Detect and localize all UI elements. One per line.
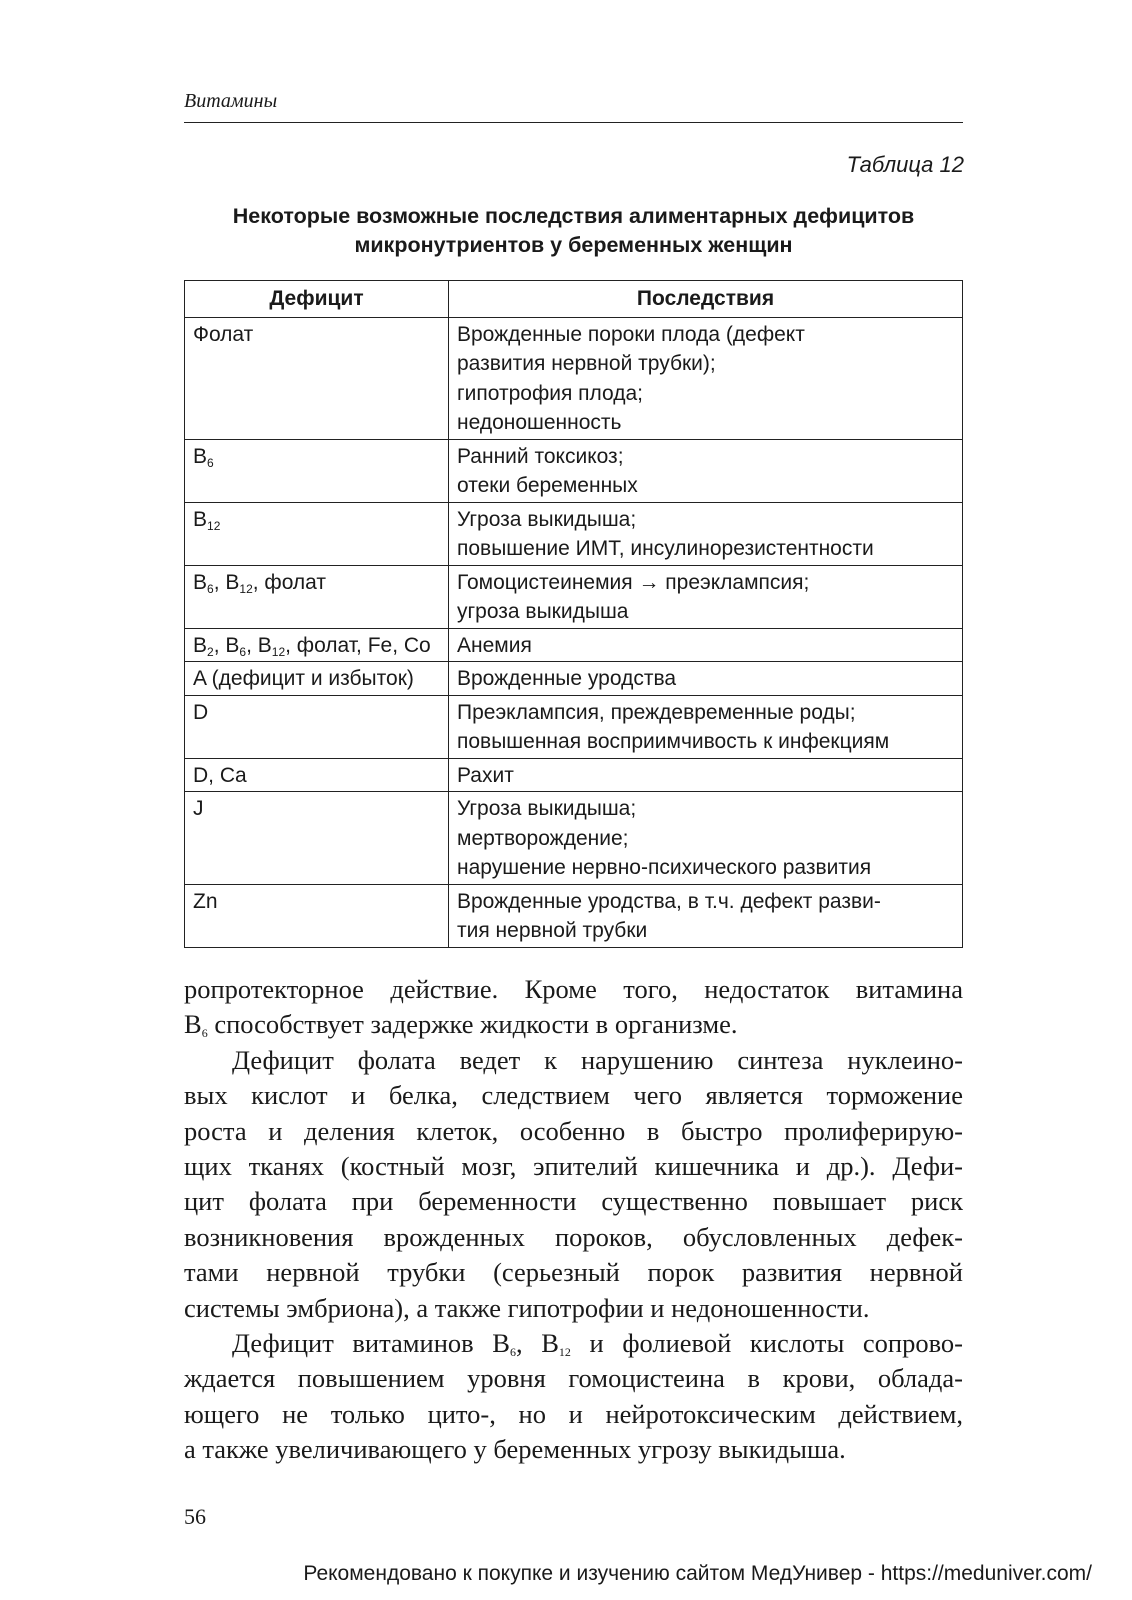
- effects-cell: [449, 662, 963, 696]
- effects-cell: [449, 884, 963, 947]
- deficit-cell: [185, 565, 449, 628]
- deficit-text: , B: [213, 570, 240, 594]
- table-row: [185, 884, 963, 947]
- table-row: [185, 502, 963, 565]
- deficit-text: B: [193, 633, 208, 657]
- effect-line: гипотрофия плода;: [457, 381, 644, 405]
- table-number: Таблица 12: [846, 152, 964, 177]
- effect-line: мертворождение;: [457, 826, 629, 850]
- deficit-subscript: 6: [207, 581, 214, 596]
- deficit-text: A (дефицит и избыток): [193, 667, 414, 690]
- effect-line: Анемия: [457, 633, 532, 657]
- deficit-text: Zn: [193, 889, 218, 913]
- table-row: [185, 695, 963, 758]
- deficit-text: , фолат, Fe, Co: [285, 633, 431, 657]
- body-line: а также увеличивающего у беременных угрозу выкидыша.: [184, 1434, 846, 1465]
- body-line: возникновения врожденных пороков, обусловленных дефек-: [184, 1221, 963, 1252]
- effect-line: Преэклампсия, преждевременные роды;: [457, 700, 856, 724]
- body-subscript: 6: [509, 1345, 516, 1360]
- deficit-cell: [185, 502, 449, 565]
- effect-line: нарушение нервно-психического развития: [457, 856, 872, 879]
- running-head: Витамины: [184, 90, 278, 112]
- page-number: 56: [184, 1504, 206, 1529]
- body-line: роста и деления клеток, особенно в быстро пролиферирую-: [184, 1115, 963, 1146]
- deficit-cell: [185, 439, 449, 502]
- header-rule: [184, 122, 963, 123]
- deficit-text: D: [193, 700, 209, 724]
- deficit-text: , B: [213, 633, 240, 657]
- effect-line: отеки беременных: [457, 474, 638, 497]
- deficit-text: , фолат: [252, 570, 327, 594]
- effect-line: Врожденные уродства: [457, 667, 677, 690]
- table-row: [185, 628, 963, 662]
- deficit-subscript: 12: [207, 518, 221, 533]
- effect-line: Угроза выкидыша;: [457, 507, 637, 531]
- body-line: ропротекторное действие. Кроме того, недостаток витамина: [184, 974, 963, 1004]
- table-row: [185, 758, 963, 792]
- table-row: [185, 792, 963, 885]
- deficit-text: Фолат: [193, 322, 254, 346]
- deficit-text: , B: [246, 633, 272, 657]
- deficit-cell: [185, 695, 449, 758]
- table-title-line: микронутриентов у беременных женщин: [354, 233, 793, 257]
- body-text-fragment: B: [184, 1009, 202, 1040]
- table-row: [185, 317, 963, 439]
- body-line: ющего не только цито-, но и нейротоксическим действием,: [184, 1398, 963, 1429]
- body-line: ждается повышением уровня гомоцистеина в крови, облада-: [184, 1363, 963, 1394]
- effects-cell: [449, 317, 963, 439]
- body-line: [184, 1326, 963, 1361]
- effect-line: Гомоцистеинемия → преэклампсия;: [457, 570, 810, 594]
- deficit-subscript: 12: [271, 644, 286, 659]
- effect-line: Рахит: [457, 763, 514, 787]
- column-header-deficit: Дефицит: [185, 281, 449, 318]
- effect-line: тия нервной трубки: [457, 919, 648, 942]
- effects-cell: [449, 502, 963, 565]
- deficit-cell: [185, 317, 449, 439]
- body-line: Дефицит фолата ведет к нарушению синтеза нуклеино-: [232, 1044, 963, 1075]
- deficit-subscript: 6: [207, 455, 214, 470]
- effects-cell: [449, 792, 963, 885]
- body-text-fragment: и фолиевой кислоты сопрово-: [570, 1328, 963, 1359]
- body-subscript: 6: [201, 1026, 208, 1041]
- effect-line: развития нервной трубки);: [457, 352, 716, 375]
- effects-cell: [449, 565, 963, 628]
- effects-cell: [449, 628, 963, 662]
- effect-line: недоношенность: [457, 411, 622, 434]
- deficit-cell: [185, 628, 449, 662]
- effect-line: повышенная восприимчивость к инфекциям: [457, 730, 890, 753]
- footer-note: Рекомендовано к покупке и изучению сайтом МедУнивер - https://meduniver.com/: [303, 1562, 1092, 1585]
- body-text-fragment: способствует задержке жидкости в организме.: [207, 1009, 738, 1040]
- deficit-subscript: 6: [239, 644, 247, 659]
- deficit-subscript: 12: [239, 581, 253, 596]
- effects-cell: [449, 439, 963, 502]
- effect-line: Врожденные пороки плода (дефект: [457, 322, 805, 346]
- table-row: [185, 662, 963, 696]
- deficit-cell: [185, 758, 449, 792]
- body-text-fragment: , B: [515, 1328, 559, 1359]
- body-line: системы эмбриона), а также гипотрофии и недоношенности.: [184, 1292, 870, 1323]
- deficit-cell: [185, 662, 449, 696]
- deficit-cell: [185, 792, 449, 885]
- effect-line: Ранний токсикоз;: [457, 444, 624, 468]
- deficit-text: B: [193, 570, 208, 594]
- effect-line: Угроза выкидыша;: [457, 797, 637, 820]
- table-row: [185, 439, 963, 502]
- deficit-text: B: [193, 444, 208, 468]
- table-row: [185, 565, 963, 628]
- effect-line: Врожденные уродства, в т.ч. дефект разви-: [457, 889, 881, 913]
- deficit-subscript: 2: [207, 644, 214, 659]
- effects-cell: [449, 758, 963, 792]
- body-line: щих тканях (костный мозг, эпителий кишечника и др.). Дефи-: [184, 1151, 963, 1182]
- deficit-text: B: [193, 507, 208, 531]
- table-title-line: Некоторые возможные последствия алиментарных дефицитов: [232, 204, 915, 228]
- table-title: [184, 202, 963, 260]
- deficit-cell: [185, 884, 449, 947]
- table-header-row: [185, 281, 963, 318]
- body-line: цит фолата при беременности существенно повышает риск: [184, 1186, 963, 1217]
- column-header-effects: Последствия: [449, 281, 963, 318]
- deficit-text: J: [193, 797, 204, 820]
- effect-line: угроза выкидыша: [457, 600, 629, 623]
- body-text: [184, 972, 963, 1468]
- body-subscript: 12: [558, 1345, 571, 1360]
- deficits-table: [184, 280, 963, 948]
- deficit-text: D, Ca: [193, 763, 247, 787]
- effect-line: повышение ИМТ, инсулинорезистентности: [457, 537, 874, 560]
- body-line: вых кислот и белка, следствием чего является торможение: [184, 1080, 963, 1111]
- body-line: тами нервной трубки (серьезный порок развития нервной: [184, 1257, 963, 1288]
- body-text-fragment: Дефицит витаминов B: [232, 1328, 510, 1359]
- effects-cell: [449, 695, 963, 758]
- body-line: [184, 1007, 963, 1042]
